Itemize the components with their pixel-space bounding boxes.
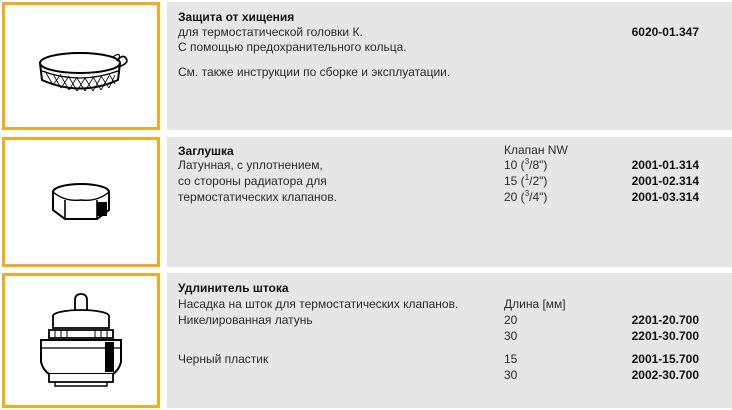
column-header: Клапан NW	[504, 143, 568, 157]
product-desc-line: для термостатической головки К.	[178, 25, 363, 39]
product-info-panel	[167, 273, 732, 408]
product-desc-line: термостатических клапанов.	[178, 190, 338, 204]
product-info-panel	[167, 137, 732, 267]
product-desc-line: со стороны радиатора для	[178, 174, 327, 188]
product-row-anti-theft	[0, 0, 732, 132]
hex-cap-icon	[5, 140, 157, 264]
valve-size: 20 ($^3$/4")	[504, 189, 548, 204]
product-row-cap	[0, 135, 732, 268]
product-title: Удлинитель штока	[178, 281, 289, 295]
product-title: Заглушка	[178, 144, 234, 158]
product-desc-line: См. также инструкции по сборке и эксплуатации.	[178, 65, 451, 79]
valve-size: 15 ($^1$/2")	[504, 173, 548, 188]
article-number: 2002-30.700	[631, 368, 699, 382]
stem-length: 30	[504, 329, 518, 343]
stem-length: 30	[504, 368, 518, 382]
article-number: 2001-15.700	[631, 352, 699, 366]
stem-length: 20	[504, 313, 518, 327]
product-desc-line: Никелированная латунь	[178, 313, 313, 327]
article-number: 6020-01.347	[631, 25, 699, 39]
article-number: 2001-02.314	[631, 174, 699, 188]
product-desc-line: С помощью предохранительного кольца.	[178, 40, 407, 54]
article-number: 2201-30.700	[631, 329, 699, 343]
product-info-panel	[167, 2, 732, 130]
article-number: 2201-20.700	[631, 313, 699, 327]
stem-length: 15	[504, 352, 518, 366]
anti-theft-ring-icon	[5, 5, 157, 127]
product-image-box	[2, 2, 160, 130]
product-row-stem-extension	[0, 271, 732, 410]
valve-size: 10 ($^3$/8")	[504, 157, 548, 172]
product-image-box	[2, 273, 160, 408]
article-number: 2001-03.314	[631, 190, 699, 204]
stem-extension-icon	[5, 276, 157, 405]
product-image-box	[2, 137, 160, 267]
column-header: Длина [мм]	[504, 297, 566, 311]
product-desc-line: Черный пластик	[178, 352, 269, 366]
article-number: 2001-01.314	[631, 158, 699, 172]
product-desc-line: Насадка на шток для термостатических клапанов.	[178, 297, 459, 311]
product-desc-line: Латунная, с уплотнением,	[178, 158, 323, 172]
product-title: Защита от хищения	[178, 10, 295, 24]
